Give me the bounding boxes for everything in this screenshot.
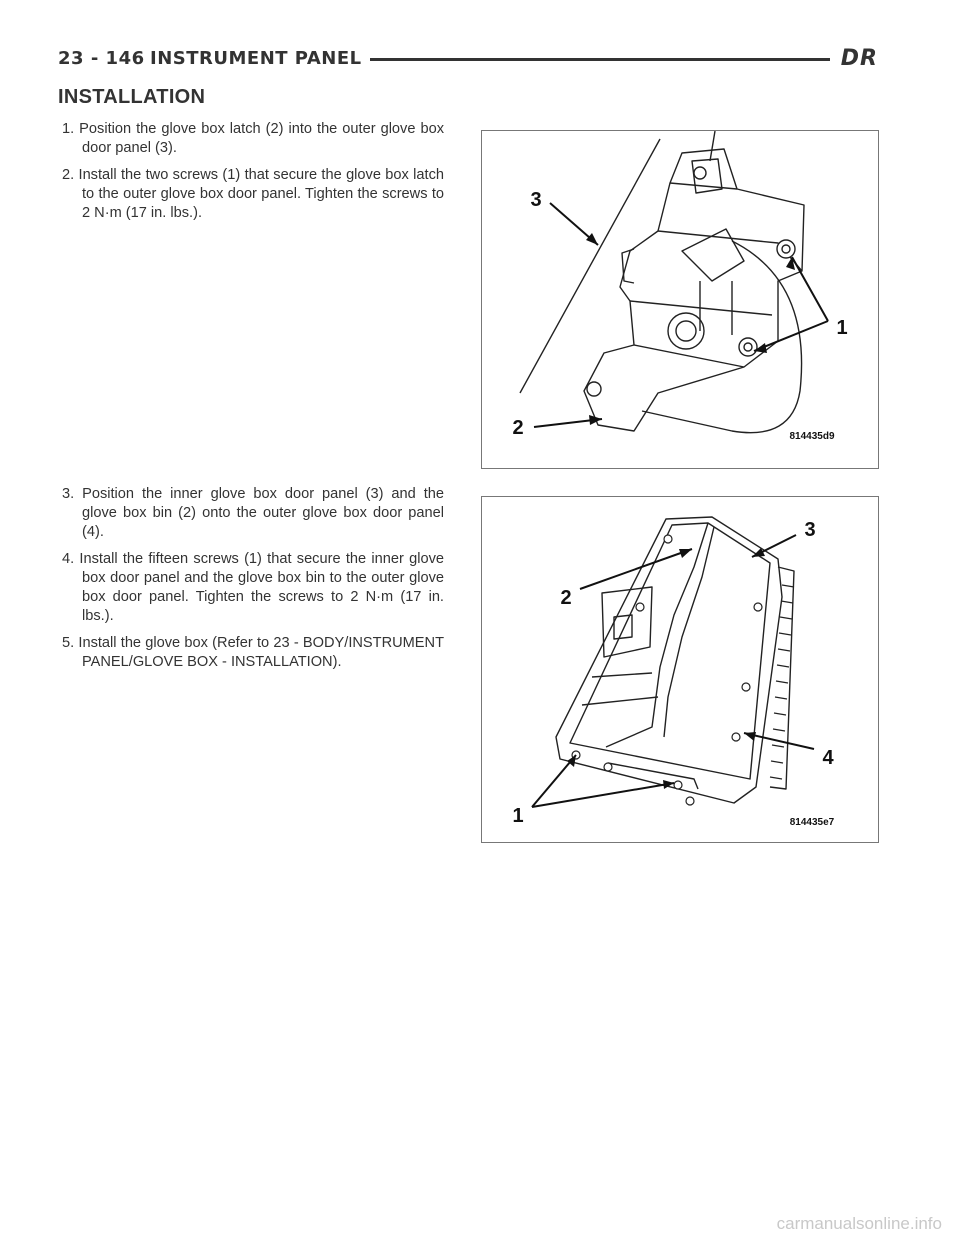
callout-2: 2 [560, 587, 572, 609]
section-heading: INSTALLATION [58, 86, 206, 108]
callout-4: 4 [822, 747, 834, 769]
page-header [58, 44, 878, 74]
figure-glove-box-door-panel [481, 496, 879, 843]
callout-2: 2 [512, 417, 524, 439]
step-item: 1. Position the glove box latch (2) into the outer glove box door panel (3). [62, 121, 444, 156]
header-rule [298, 58, 830, 61]
watermark-link[interactable]: carmanualsonline.info [776, 1214, 942, 1233]
step-item: 2. Install the two screws (1) that secure the glove box latch to the outer glove box door panel. Tighten the screws to 2 N·m (17 in. lbs.). [62, 167, 444, 221]
door-panel-illustration [482, 497, 878, 842]
model-code: DR [835, 44, 878, 74]
chapter-title: INSTRUMENT PANEL [150, 44, 370, 74]
step-item: 4. Install the fifteen screws (1) that secure the inner glove box door panel and the glove box bin to the outer glove box door panel. Tighten the screws to 2 N·m (17 in. lbs.). [62, 551, 444, 624]
figure-code: 814435d9 [789, 431, 835, 442]
latch-illustration [482, 131, 878, 468]
callout-3: 3 [804, 519, 816, 541]
callout-1: 1 [512, 805, 524, 827]
callout-3: 3 [530, 189, 542, 211]
step-item: 5. Install the glove box (Refer to 23 - BODY/INSTRUMENT PANEL/GLOVE BOX - INSTALLATION). [62, 635, 444, 670]
step-list-part1 [62, 120, 444, 231]
callout-1: 1 [836, 317, 848, 339]
figure-glove-box-latch [481, 130, 879, 469]
page-number: 23 - 146 [58, 44, 151, 74]
step-list-part2 [62, 485, 444, 680]
figure-code: 814435e7 [789, 817, 835, 828]
step-item: 3. Position the inner glove box door panel (3) and the glove box bin (2) onto the outer glove box door panel (4). [62, 486, 444, 540]
